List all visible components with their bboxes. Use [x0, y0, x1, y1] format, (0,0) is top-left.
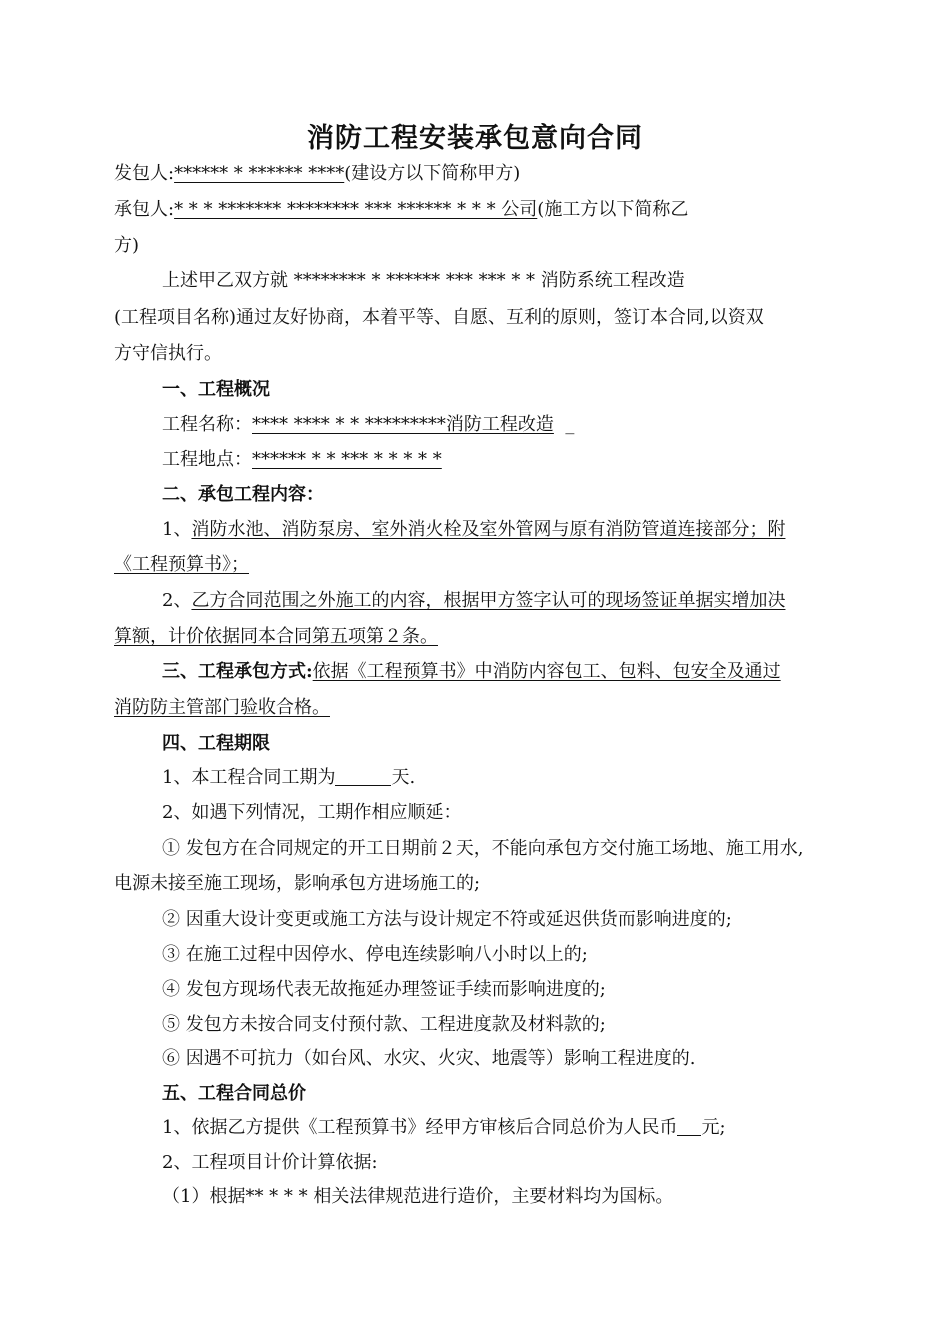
project-name-label: 工程名称： — [162, 414, 252, 435]
scope-item-1-prefix: 1、 — [162, 519, 192, 540]
condition-4: ④ 发包方现场代表无故拖延办理签证手续而影响进度的; — [162, 979, 606, 1000]
section-1-heading: 一、工程概况 — [162, 379, 270, 400]
section-3-text: 依据《工程预算书》中消防内容包工、包料、包安全及通过 — [312, 661, 781, 682]
scope-item-1-line-1 — [162, 517, 785, 543]
party-b-label: 承包人: — [114, 199, 175, 220]
project-name-line — [162, 412, 574, 438]
preamble-line-1: 上述甲乙双方就 ******** * ****** *** *** * * 消防系统工程改造 — [162, 270, 685, 291]
condition-1-line-2: 电源未接至施工现场，影响承包方进场施工的; — [114, 873, 481, 894]
party-a-line — [114, 161, 520, 187]
duration-prefix: 1、本工程合同工期为 — [162, 767, 336, 788]
party-b-line — [114, 197, 688, 223]
project-site-value: ****** * * *** * * * * * — [252, 449, 442, 470]
preamble-line-3: 方守信执行。 — [114, 343, 222, 364]
section-3-line-1 — [162, 659, 781, 685]
total-price-blank — [677, 1117, 701, 1136]
party-a-note: (建设方以下简称甲方) — [344, 163, 521, 184]
document-title: 消防工程安装承包意向合同 — [307, 123, 643, 154]
preamble-line-2: (工程项目名称)通过友好协商，本着平等、自愿、互利的原则，签订本合同,以资双 — [114, 307, 764, 328]
extension-intro: 2、如遇下列情况，工期作相应顺延： — [162, 802, 462, 823]
total-price-suffix: 元; — [701, 1117, 726, 1138]
party-a-label: 发包人: — [114, 163, 175, 184]
total-price-prefix: 1、依据乙方提供《工程预算书》经甲方审核后合同总价为人民币 — [162, 1117, 678, 1138]
scope-item-1-line-2: 《工程预算书》； — [114, 554, 249, 575]
total-price-line — [162, 1115, 726, 1141]
condition-3: ③ 在施工过程中因停水、停电连续影响八小时以上的; — [162, 944, 588, 965]
scope-item-2-line-1 — [162, 588, 785, 614]
project-name-value: **** **** * * *********消防工程改造 — [252, 414, 554, 435]
scope-item-2-line-2: 算额，计价依据同本合同第五项第２条。 — [114, 626, 438, 647]
section-3-line-2: 消防防主管部门验收合格。 — [114, 697, 330, 718]
scope-item-2-text: 乙方合同范围之外施工的内容，根据甲方签字认可的现场签证单据实增加决 — [191, 590, 786, 611]
project-name-tail: _ — [565, 414, 575, 435]
pricing-basis-intro: 2、工程项目计价计算依据: — [162, 1152, 378, 1173]
party-b-note-cont: 方) — [114, 235, 140, 256]
section-4-heading: 四、工程期限 — [162, 733, 270, 754]
condition-5: ⑤ 发包方未按合同支付预付款、工程进度款及材料款的; — [162, 1014, 606, 1035]
project-site-line — [162, 447, 442, 473]
condition-2: ② 因重大设计变更或施工方法与设计规定不符或延迟供货而影响进度的; — [162, 909, 732, 930]
scope-item-2-prefix: 2、 — [162, 590, 192, 611]
duration-line — [162, 765, 415, 791]
section-3-heading: 三、工程承包方式: — [162, 661, 313, 682]
party-a-name: ****** * ****** **** — [174, 163, 345, 184]
party-b-note: (施工方以下简称乙 — [537, 199, 689, 220]
project-site-label: 工程地点： — [162, 449, 252, 470]
scope-item-1-text: 消防水池、消防泵房、室外消火栓及室外管网与原有消防管道连接部分；附 — [191, 519, 786, 540]
duration-blank — [335, 767, 391, 786]
party-b-name: * * * ******* ******** *** ****** * * * 公司 — [174, 199, 538, 220]
duration-suffix: 天. — [391, 767, 416, 788]
condition-6: ⑥ 因遇不可抗力（如台风、水灾、火灾、地震等）影响工程进度的. — [162, 1048, 696, 1069]
condition-1-line-1: ① 发包方在合同规定的开工日期前２天，不能向承包方交付施工场地、施工用水, — [162, 838, 804, 859]
section-5-heading: 五、工程合同总价 — [162, 1083, 306, 1104]
pricing-basis-item-1: （1）根据** * * * 相关法律规范进行造价，主要材料均为国标。 — [162, 1186, 674, 1207]
section-2-heading: 二、承包工程内容： — [162, 484, 324, 505]
